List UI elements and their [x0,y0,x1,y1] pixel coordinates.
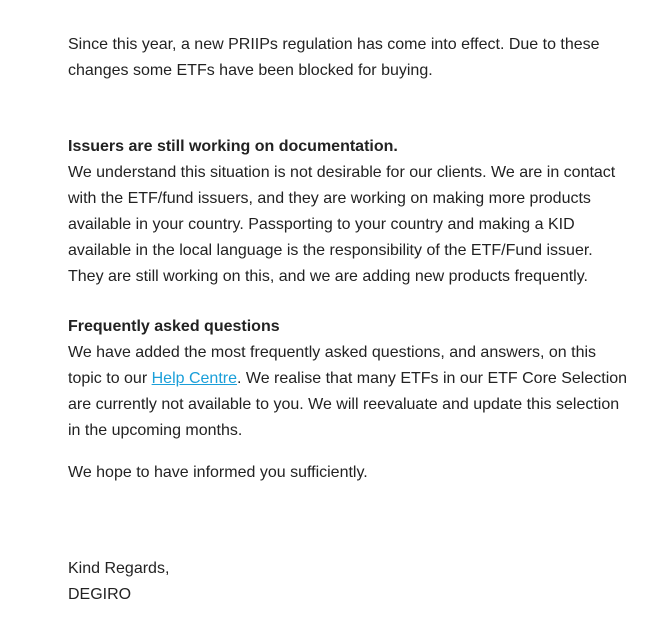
section-faq-body-end: . We realise that many ETFs in our ETF Core Selection are currently not available to you. We will reevaluate and update this selection in the upcoming months. [68,370,628,439]
section-faq-body-start: We have added the most frequently asked questions, and answers, on this topic to our [68,344,597,387]
signoff [68,556,628,608]
section-documentation [68,134,628,290]
section-faq-body [68,340,628,444]
help-centre-link[interactable]: Help Centre [151,370,237,387]
section-documentation-title: Issuers are still working on documentation. [68,138,398,155]
closing-paragraph: We hope to have informed you sufficiently. [68,464,368,481]
section-faq [68,314,628,444]
section-documentation-body: We understand this situation is not desirable for our clients. We are in contact with the ETF/fund issuers, and they are working on making more products available in your country. Passporting to your country and making a KID available in the local language is the responsibility of the ETF/Fund issuer. They are still working on this, and we are adding new products frequently. [68,164,616,285]
section-faq-title: Frequently asked questions [68,318,280,335]
signoff-greeting: Kind Regards, [68,560,170,577]
intro-paragraph: Since this year, a new PRIIPs regulation has come into effect. Due to these changes some ETFs have been blocked for buying. [68,36,600,79]
email-body [68,32,628,608]
signoff-sender: DEGIRO [68,586,132,603]
